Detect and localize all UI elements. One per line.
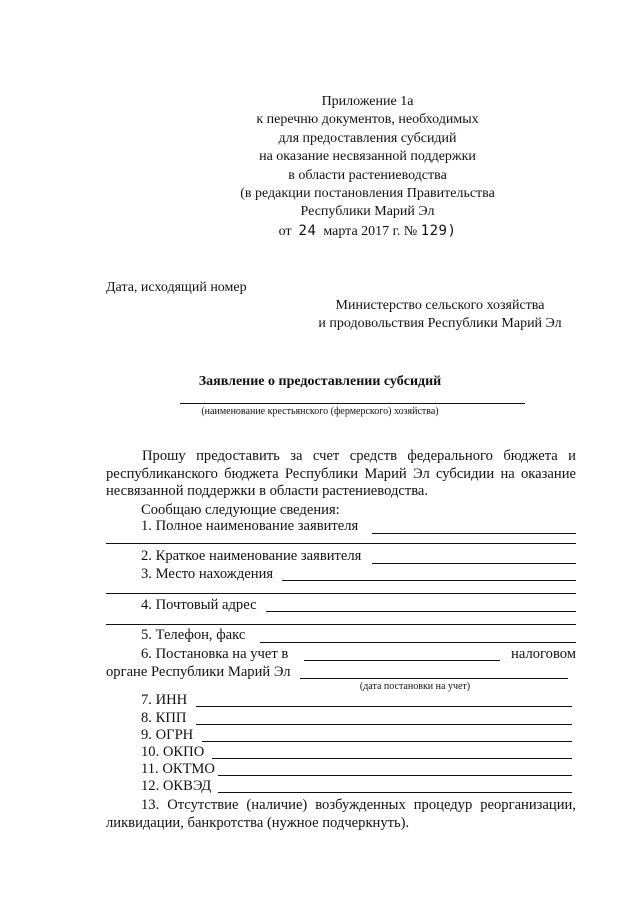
- appendix-line: Приложение 1а: [321, 94, 414, 109]
- doc-number: 129): [420, 222, 457, 239]
- item-13-paragraph: [106, 796, 576, 833]
- appendix-line: в области растениеводства: [288, 167, 447, 183]
- field-location-label: 3. Место нахождения: [141, 566, 274, 582]
- farm-name-caption: (наименование крестьянского (фермерского) хозяйства): [201, 406, 439, 417]
- field-oktmo-label: 11. ОКТМО: [141, 761, 215, 777]
- date-outgoing-label: Дата, исходящий номер: [106, 280, 247, 295]
- intro-paragraph: [106, 448, 576, 501]
- field-okpo-label: 10. ОКПО: [141, 744, 205, 760]
- appendix-line: для предоставления субсидий: [278, 130, 457, 146]
- field-phone-label: 5. Телефон, факс: [141, 627, 246, 643]
- field-postal-line-2[interactable]: [106, 624, 576, 625]
- appendix-date-line: [240, 222, 495, 241]
- intro-line: республиканского бюджета Республики Марий Эл субсидии на оказание: [106, 465, 576, 482]
- field-full-name-line[interactable]: [372, 533, 576, 534]
- field-tax-registration-label-right: налоговом: [511, 646, 576, 662]
- field-full-name-line-2[interactable]: [106, 543, 576, 544]
- field-short-name-label: 2. Краткое наименование заявителя: [141, 548, 362, 564]
- field-location-line-2[interactable]: [106, 593, 576, 594]
- ministry-line: Министерство сельского хозяйства: [335, 298, 545, 313]
- ministry-line: и продовольствия Республики Марий Эл: [318, 316, 562, 331]
- date-prefix: от: [278, 223, 292, 239]
- info-label: Сообщаю следующие сведения:: [141, 502, 340, 518]
- field-kpp-line[interactable]: [196, 724, 572, 725]
- document-title: Заявление о предоставлении субсидий: [198, 374, 442, 389]
- item-13-line: 13. Отсутствие (наличие) возбужденных процедур реорганизации,: [141, 797, 576, 813]
- field-tax-date-line[interactable]: [300, 678, 568, 679]
- field-tax-registration-line[interactable]: [304, 660, 500, 661]
- appendix-line: на оказание несвязанной поддержки: [259, 149, 476, 165]
- field-oktmo-line[interactable]: [218, 775, 572, 776]
- field-okved-label: 12. ОКВЭД: [141, 778, 212, 794]
- intro-line: несвязанной поддержки в области растениеводства.: [106, 483, 429, 500]
- field-full-name-label: 1. Полное наименование заявителя: [141, 518, 359, 534]
- field-postal-line[interactable]: [266, 611, 576, 612]
- field-postal-label: 4. Почтовый адрес: [141, 597, 257, 613]
- field-short-name-line[interactable]: [372, 563, 576, 564]
- field-okpo-line[interactable]: [212, 758, 572, 759]
- ministry-addressee: [290, 297, 590, 333]
- date-month-year: марта 2017 г. №: [323, 223, 418, 239]
- intro-line: Прошу предоставить за счет средств федерального бюджета и: [142, 448, 576, 464]
- field-phone-line[interactable]: [260, 642, 576, 643]
- appendix-header: [240, 93, 495, 241]
- farm-name-line[interactable]: [180, 403, 525, 404]
- field-okved-line[interactable]: [218, 792, 572, 793]
- field-inn-line[interactable]: [196, 706, 572, 707]
- field-ogrn-line[interactable]: [202, 741, 572, 742]
- field-ogrn-label: 9. ОГРН: [141, 727, 194, 743]
- field-kpp-label: 8. КПП: [141, 710, 187, 726]
- field-tax-date-caption: (дата постановки на учет): [359, 681, 471, 692]
- appendix-line: (в редакции постановления Правительства: [240, 186, 495, 202]
- field-tax-authority-label: органе Республики Марий Эл: [106, 664, 291, 680]
- field-inn-label: 7. ИНН: [141, 692, 188, 708]
- field-location-line[interactable]: [282, 580, 576, 581]
- field-tax-registration-label: 6. Постановка на учет в: [141, 646, 289, 662]
- item-13-line: ликвидации, банкротства (нужное подчеркнуть).: [106, 815, 410, 832]
- date-day: 24: [298, 222, 317, 239]
- appendix-line: к перечню документов, необходимых: [256, 112, 479, 128]
- appendix-line: Республики Марий Эл: [300, 204, 435, 220]
